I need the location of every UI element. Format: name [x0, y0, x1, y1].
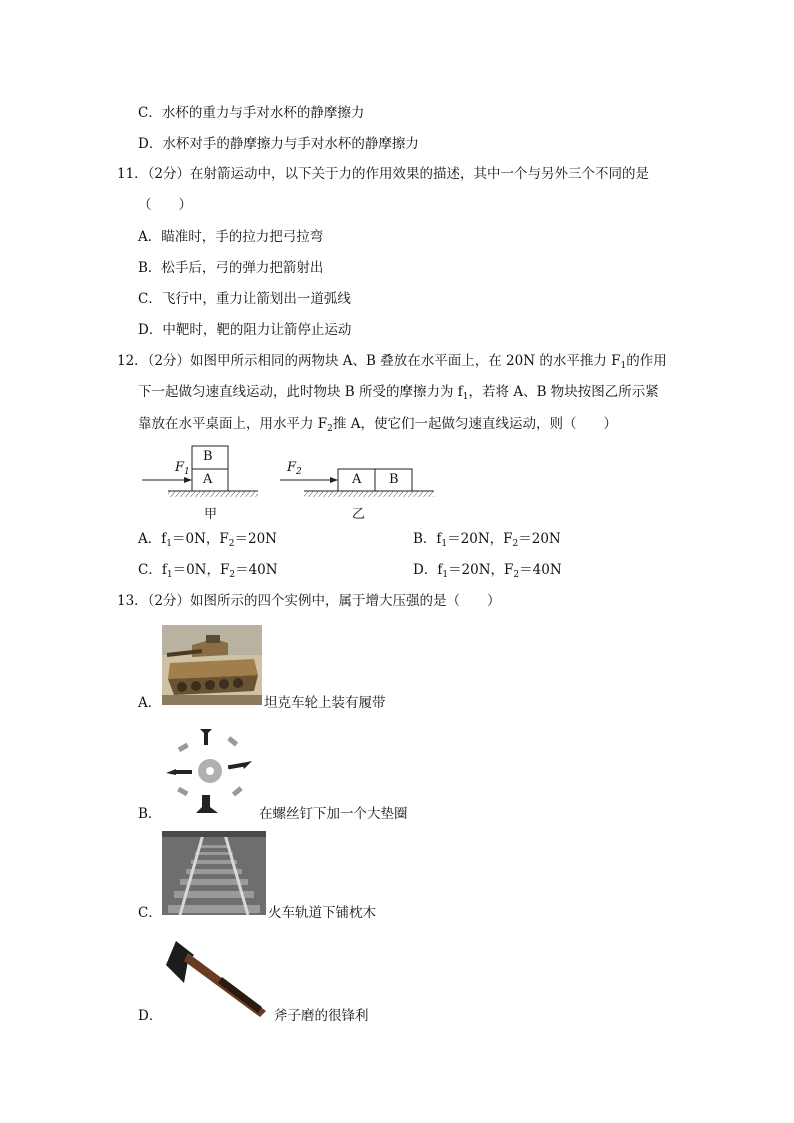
- block-b-label: B: [203, 449, 213, 464]
- q11-answer-paren: （ ）: [138, 197, 192, 213]
- tank-photo-icon: [162, 625, 262, 705]
- q11-stem: 11．（2分）在射箭运动中，以下关于力的作用效果的描述，其中一个与另外三个不同的是: [117, 166, 650, 182]
- q12-stem-line2: 下一起做匀速直线运动，此时物块 B 所受的摩擦力为 $f_1$，若将 A、B 物块按图乙所示紧: [138, 384, 659, 402]
- q13-option-a-caption: 坦克车轮上装有履带: [264, 695, 386, 711]
- q10-option-d: D．水杯对手的静摩擦力与手对水杯的静摩擦力: [138, 136, 419, 152]
- q12-option-a: A．$f_1=0N$，$F_2=20N$: [138, 531, 277, 549]
- force-f2-label: $F_2$: [287, 460, 302, 477]
- q13-option-b-letter: B．: [138, 806, 162, 822]
- q11-option-b: B．松手后，弓的弹力把箭射出: [138, 260, 324, 276]
- q13-option-c-letter: C．: [138, 905, 162, 921]
- q11-option-d: D．中靶时，靶的阻力让箭停止运动: [138, 322, 352, 338]
- q13-option-a-letter: A．: [138, 695, 162, 711]
- q10-option-c: C．水杯的重力与手对水杯的静摩擦力: [138, 105, 365, 121]
- q13-option-c-caption: 火车轨道下铺枕木: [268, 905, 376, 921]
- q12-option-b: B．$f_1=20N$，$F_2=20N$: [413, 531, 561, 549]
- q13-stem: 13．（2分）如图所示的四个实例中，属于增大压强的是（ ）: [117, 593, 501, 609]
- force-f1-label: $F_1$: [175, 460, 190, 477]
- q12-option-c: C．$f_1=0N$，$F_2=40N$: [138, 562, 278, 580]
- q12-stem-line1: 12．（2分）如图甲所示相同的两物块 A、B 叠放在水平面上，在 20N 的水平推力 $F_1$的作用: [117, 353, 667, 371]
- ground-hatch: [168, 491, 258, 497]
- axe-photo-icon: [162, 937, 272, 1019]
- q12-stem-line3: 靠放在水平桌面上，用水平力 $F_2$推 A，使它们一起做匀速直线运动，则（ ）: [138, 416, 617, 434]
- figure-jia-caption: 甲: [204, 507, 218, 522]
- screws-washer-photo-icon: [162, 723, 257, 818]
- q12-option-d: D．$f_1=20N$，$F_2=40N$: [413, 562, 562, 580]
- railway-sleepers-photo-icon: [162, 831, 266, 915]
- block-a-label: A: [203, 472, 213, 487]
- q11-option-a: A．瞄准时，手的拉力把弓拉弯: [138, 229, 324, 245]
- q13-option-b-caption: 在螺丝钉下加一个大垫圈: [259, 806, 408, 822]
- q11-option-c: C．飞行中，重力让箭划出一道弧线: [138, 291, 351, 307]
- q13-option-d-letter: D．: [138, 1008, 163, 1024]
- block-a-label: A: [352, 472, 362, 487]
- q13-option-d-caption: 斧子磨的很锋利: [274, 1008, 369, 1024]
- figure-yi-caption: 乙: [352, 507, 366, 522]
- block-b-label: B: [389, 472, 399, 487]
